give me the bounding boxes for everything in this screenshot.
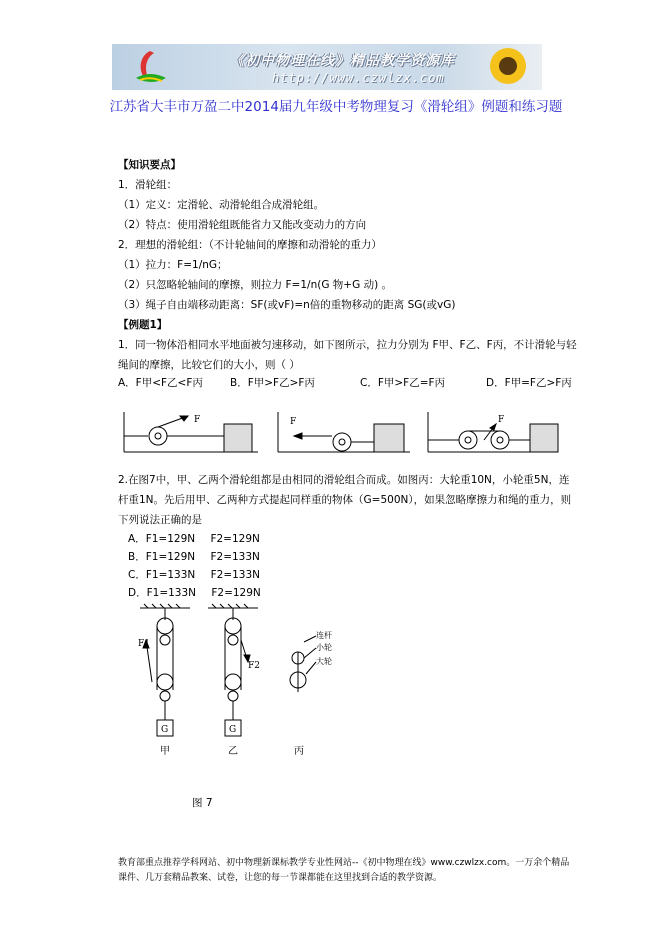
page-footer: 教育部重点推荐学科网站、初中物理新课标教学专业性网站--《初中物理在线》www.czwlzx.com。一万余个精品课件、几万套精品教案、试卷，让您的每一节课都能在这里找到合适的教学资源。 [118,858,570,883]
banner-url[interactable]: http://www.czwlzx.com [272,71,445,85]
label-lian-gan: 连杆 [316,631,332,640]
page-title: 江苏省大丰市万盈二中2014届九年级中考物理复习《滑轮组》例题和练习题 [109,99,563,115]
knowledge-line-3: （2）特点：使用滑轮组既能省力又能改变动力的方向 [118,219,367,231]
label-yi: 乙 [228,746,238,757]
q1-figure [118,408,568,458]
figure-7 [130,602,350,782]
figure-7-caption: 图 7 [192,797,213,809]
site-banner [112,44,542,90]
knowledge-line-1: 1．滑轮组： [118,179,178,191]
q1-option-b: B．F甲>F乙>F丙 [230,377,315,389]
question-2: 2.在图7中，甲、乙两个滑轮组都是由相同的滑轮组合而成。如图丙：大轮重10N，小轮重5N，连杆重1N。先后用甲、乙两种方式提起同样重的物体（G=500N），如果忽略摩擦力和绳的重力，则下列说法正确的是 [118,474,572,526]
question-1: 1．同一物体沿相同水平地面被匀速移动，如下图所示，拉力分别为 F甲、F乙、F丙，不计滑轮与轻绳间的摩擦，比较它们的大小，则（ ） [118,339,577,371]
g-label-jia: G [161,725,169,735]
knowledge-line-5: （1）拉力：F=1/nG； [118,259,228,271]
q1-option-a: A．F甲<F乙<F丙 [118,377,203,389]
q1-panel-yi [278,412,410,452]
knowledge-heading: 【知识要点】 [118,159,181,171]
q1-option-d: D．F甲=F乙>F丙 [486,377,572,389]
q2-option-a: A．F1=129N F2=129N [128,533,260,545]
knowledge-line-6: （2）只忽略轮轴间的摩擦，则拉力 F=1/n(G 物+G 动) 。 [118,279,393,291]
label-jia: 甲 [160,746,170,757]
q1-force-label-2: F [290,417,297,427]
q1-panel-bing [428,412,558,452]
knowledge-line-2: （1）定义：定滑轮、动滑轮组合成滑轮组。 [118,199,325,211]
q2-option-d: D．F1=133N F2=129N [128,587,261,599]
label-da-lun: 大轮 [316,657,332,666]
q1-option-c: C．F甲>F乙=F丙 [360,377,446,389]
example-heading: 【例题1】 [118,319,168,331]
sunflower-icon [482,44,532,90]
q2-option-c: C．F1=133N F2=133N [128,569,261,581]
q1-force-label-3: F [498,415,505,425]
knowledge-line-7: （3）绳子自由端移动距离：SF(或vF)=n倍的重物移动的距离 SG(或vG) [118,299,456,311]
knowledge-line-4: 2．理想的滑轮组：（不计轮轴间的摩擦和动滑轮的重力） [118,239,382,251]
g-label-yi: G [229,725,237,735]
banner-title: 《初中物理在线》精品教学资源库 [230,53,455,69]
q1-panel-jia [124,412,258,452]
f1-label: F1 [138,639,150,649]
q2-option-b: B．F1=129N F2=133N [128,551,260,563]
label-bing: 丙 [294,746,304,757]
f2-label: F2 [248,661,260,671]
q1-force-label-1: F [194,415,201,425]
label-xiao-lun: 小轮 [316,643,332,652]
site-logo-icon [130,48,170,86]
